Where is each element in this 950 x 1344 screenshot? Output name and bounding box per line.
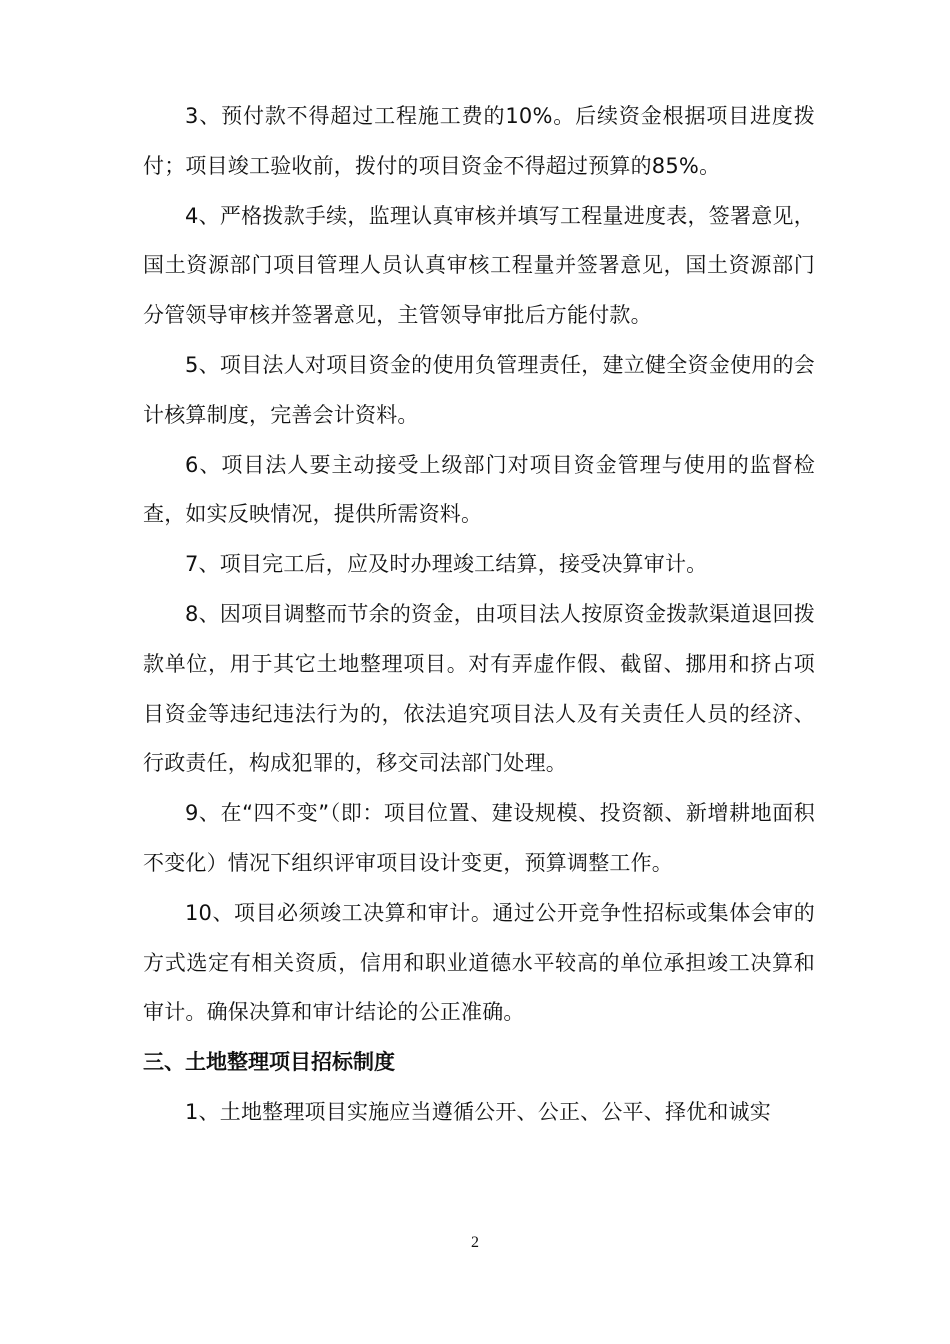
section-heading: 三、土地整理项目招标制度 bbox=[143, 1050, 395, 1075]
paragraph-10: 10、项目必须竣工决算和审计。通过公开竞争性招标或集体会审的方式选定有相关资质，信用和职业道德水平较高的单位承担竣工决算和审计。确保决算和审计结论的公正准确。 bbox=[143, 900, 815, 1025]
paragraph-3: 3、预付款不得超过工程施工费的10%。后续资金根据项目进度拨付；项目竣工验收前，拨付的项目资金不得超过预算的85%。 bbox=[143, 104, 815, 178]
paragraph-8: 8、因项目调整而节余的资金，由项目法人按原资金拨款渠道退回拨款单位，用于其它土地整理项目。对有弄虚作假、截留、挪用和挤占项目资金等违纪违法行为的，依法追究项目法人及有关责任人员的经济、行政责任，构成犯罪的，移交司法部门处理。 bbox=[143, 601, 815, 776]
paragraph-section-1: 1、土地整理项目实施应当遵循公开、公正、公平、择优和诚实 bbox=[185, 1099, 771, 1124]
paragraph-9: 9、在“四不变”（即：项目位置、建设规模、投资额、新增耕地面积不变化）情况下组织评审项目设计变更，预算调整工作。 bbox=[143, 801, 815, 875]
paragraph-6: 6、项目法人要主动接受上级部门对项目资金管理与使用的监督检查，如实反映情况，提供所需资料。 bbox=[143, 452, 815, 527]
paragraph-7: 7、项目完工后，应及时办理竣工结算，接受决算审计。 bbox=[185, 552, 708, 577]
page-number: 2 bbox=[471, 1234, 479, 1251]
paragraph-4: 4、严格拨款手续，监理认真审核并填写工程量进度表，签署意见，国土资源部门项目管理人员认真审核工程量并签署意见，国土资源部门分管领导审核并签署意见，主管领导审批后方能付款。 bbox=[143, 203, 815, 328]
document-body bbox=[143, 92, 815, 1138]
paragraph-5: 5、项目法人对项目资金的使用负管理责任，建立健全资金使用的会计核算制度，完善会计资料。 bbox=[143, 352, 815, 427]
